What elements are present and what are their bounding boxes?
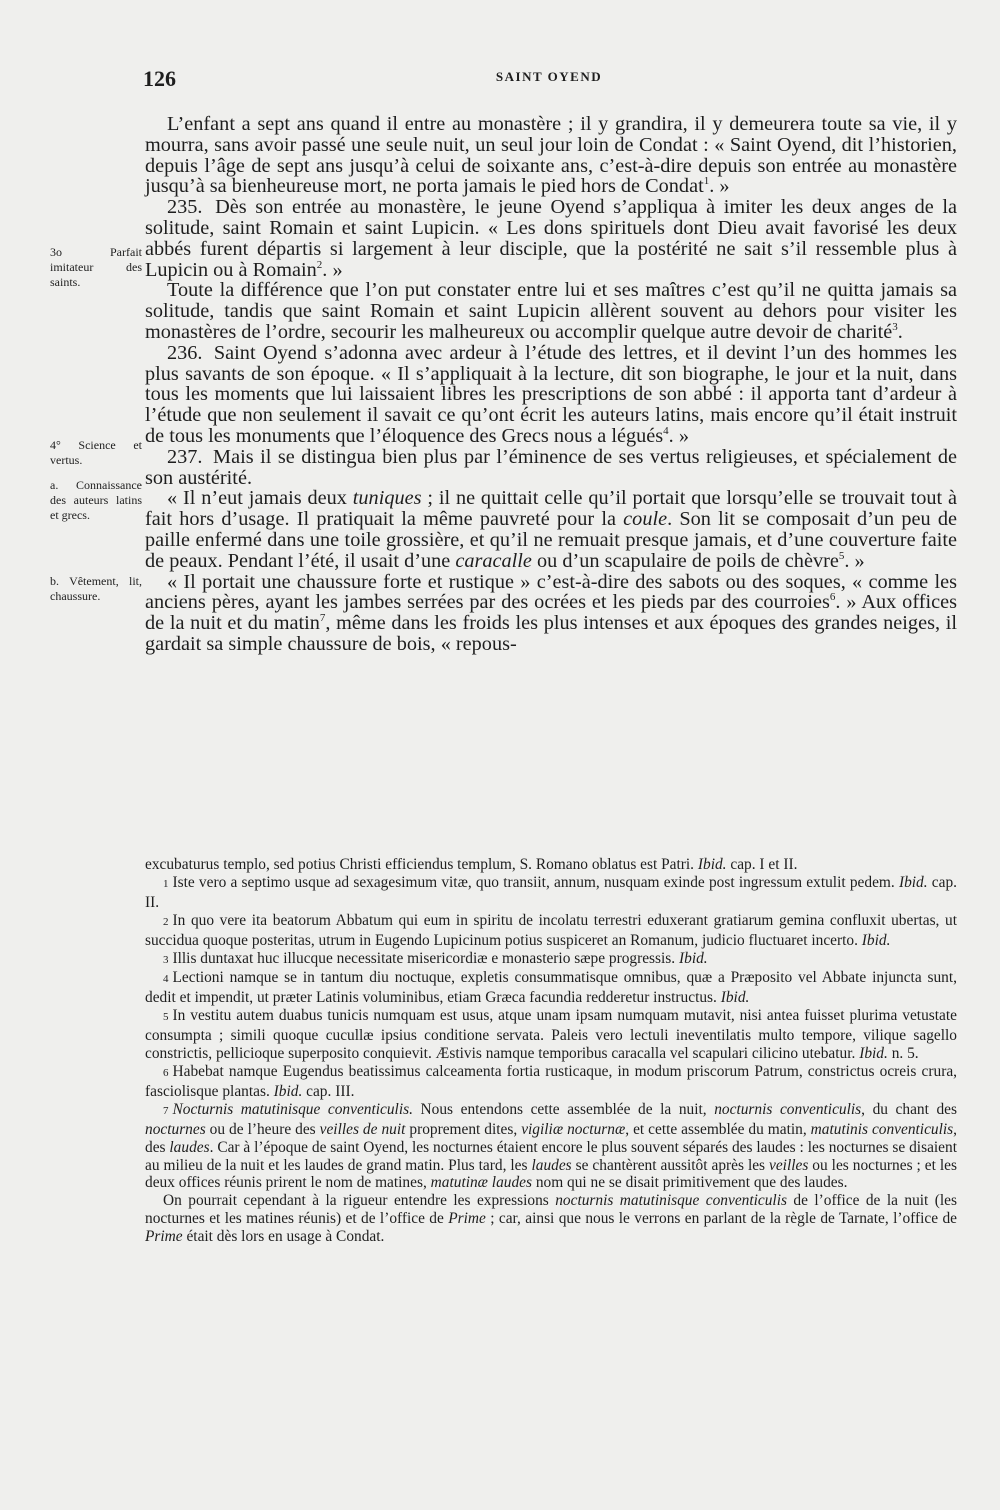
footnote-ref: 2 [316, 258, 323, 271]
paragraph: 235. Dès son entrée au monastère, le jeune Oyend s’appliqua à imiter les deux anges de la solitude, saint Romain et saint Lupicin. « Les dons spirituels dont Dieu avait favorisé les deux abbés furent départis si largement à leur disciple, que la postérité ne sait s’il ressemble plus à Lupicin ou à Romain$^2$. » [145, 196, 957, 281]
paragraph: Toute la différence que l’on put constater entre lui et ses maîtres c’est qu’il ne quitta jamais sa solitude, tandis que saint Romain et saint Lupicin allèrent souvent au dehors pour visiter les monastères de l’ordre, secourir les malheureux ou accomplir quelque autre devoir de charité$^3$. [145, 279, 957, 343]
footnote-ref: 7 [319, 612, 326, 625]
footnote-ref: 3 [892, 321, 898, 334]
paragraph: L’enfant a sept ans quand il entre au monastère ; il y grandira, il y demeurera toute sa vie, il y mourra, sans avoir passé une seule nuit, un seul jour loin de Condat : « Saint Oyend, dit l’historien, depuis l’âge de sept ans jusqu’à celui de soixante ans, c’est-à-dire depuis son entrée au monastère jusqu’à sa bienheureuse mort, ne porta jamais le pied hors de Condat$^1$. » [145, 113, 957, 198]
footnote-ref: 5 [838, 549, 845, 562]
footnote-ref: 6 [829, 591, 836, 604]
paragraph-number: 236. [167, 341, 203, 364]
margin-note: 3o Parfait imitateur des saints. [50, 245, 142, 289]
footnote-ref: 1 [703, 175, 710, 188]
paragraph: 237. Mais il se distingua bien plus par l’éminence de ses vertus religieuses, et spécialement de son austérité. [145, 445, 958, 489]
paragraph: 236. Saint Oyend s’adonna avec ardeur à l’étude des lettres, et il devint l’un des hommes les plus savants de son époque. « Il s’appliquait à la lecture, dit son biographe, le jour et la nuit, dans tous les moments que lui laissaient libres les prescriptions de son abbé : il apporta tant d’ardeur à l’étude que non seulement il savait ce qu’ont écrit les auteurs latins, mais encore qu’il était instruit de tous les monuments que l’éloquence des Grecs nous a légués$^4$. » [145, 341, 958, 447]
footnote: 6 Habebat namque Eugendus beatissimus calceamenta fortia rusticaque, in modum priscorum Patrum, constrictus ocreis crura, fasciolisque plantas. Ibid. cap. III. [145, 1062, 957, 1100]
paragraph: « Il portait une chaussure forte et rustique » c’est-à-dire des sabots ou des soques, « comme les anciens pères, ayant les jambes serrées par des ocrées et les pieds par des courroies$^6$. » Aux offices de la nuit et du matin$^7$, même dans les froids les plus intenses et aux époques des grandes neiges, il gardait sa simple chaussure de bois, « repous- [145, 570, 957, 655]
footnote: On pourrait cependant à la rigueur entendre les expressions nocturnis matutinisque conventiculis de l’office de la nuit (les nocturnes et les matines réunis) et de l’office de Prime ; car, ainsi que nous le verrons en parlant de la règle de Tarnate, l’office de Prime était dès lors en usage à Condat. [145, 1192, 958, 1246]
footnote-continuation: excubaturus templo, sed potius Christi efficiendus templum, S. Romano oblatus est Patri. Ibid. cap. I et II. [145, 856, 798, 873]
margin-note: 4° Science et vertus. [50, 438, 142, 467]
footnote: 4 Lectioni namque se in tantum diu noctuque, expletis consummatisque omnibus, quæ a Præposito vel Abbate injuncta sunt, dedit et impendit, ut præter Latinis voluminibus, etiam Græca facundia redderetur instructus. Ibid. [145, 969, 957, 1007]
margin-note: b. Vêtement, lit, chaussure. [50, 574, 142, 603]
page-number: 126 [143, 66, 176, 91]
footnotes [145, 856, 957, 1246]
page-header [143, 66, 955, 96]
footnote: 2 In quo vere ita beatorum Abbatum qui eum in spiritu de incolatu terrestri eduxerant gratiarum gemina confluxit ubertas, ut succidua quoque posteritas, utrum in Eugendo Lupicinum potius suspiceret an Romanum, judicio fluctuaret incerto. Ibid. [145, 911, 957, 949]
footnote: 1 Iste vero a septimo usque ad sexagesimum vitæ, quo transiit, annum, nusquam exinde post ingressum extulit pedem. Ibid. cap. II. [145, 873, 957, 911]
footnote: 5 In vestitu autem duabus tunicis numquam est usus, atque unam ipsam numquam mutavit, nisi antea fuisset plurima vetustate consumpta ; simili quoque cucullæ ipsius conditione servata. Paleis vero lectuli ineventilatis multo tempore, viliquе sagello constrictis, pellicioque superposito conquievit. Æstivis namque temporibus caracalla vel scapulari cilicino utebatur. Ibid. n. 5. [145, 1007, 957, 1063]
main-text [145, 114, 957, 655]
footnote: 7 Nocturnis matutinisque conventiculis. Nous entendons cette assemblée de la nuit, nocturnis conventiculis, du chant des nocturnes ou de l’heure des veilles de nuit proprement dites, vigiliæ nocturnæ, et cette assemblée du matin, matutinis conventiculis, des laudes. Car à l’époque de saint Oyend, les nocturnes étaient encore le plus souvent séparés des laudes : les nocturnes se disaient au milieu de la nuit et les laudes de grand matin. Plus tard, les laudes se chantèrent aussitôt après les veilles ou les nocturnes ; et les deux offices réunis prirent le nom de matines, matutinæ laudes nom qui ne se disait primitivement que des laudes. [145, 1100, 958, 1192]
paragraph-number: 237. [167, 445, 203, 468]
paragraph: « Il n’eut jamais deux tuniques ; il ne quittait celle qu’il portait que lorsqu’elle se trouvait tout à fait hors d’usage. Il pratiquait la même pauvreté pour la coule. Son lit se composait d’un peu de paille enfermé dans une toile grossière, et qu’il ne remuait presque jamais, et d’une couverture faite de peaux. Pendant l’été, il usait d’une caracalle ou d’un scapulaire de poils de chèvre$^5$. » [145, 487, 958, 572]
footnote-ref: 4 [663, 425, 669, 438]
margin-note: a. Connaissance des auteurs latins et grecs. [50, 478, 142, 522]
running-head: SAINT OYEND [495, 69, 603, 84]
footnote: 3 Illis duntaxat huc illucque necessitate misericordiæ e monasterio sæpe progressis. Ibid. [163, 949, 708, 967]
paragraph-number: 235. [167, 196, 203, 219]
